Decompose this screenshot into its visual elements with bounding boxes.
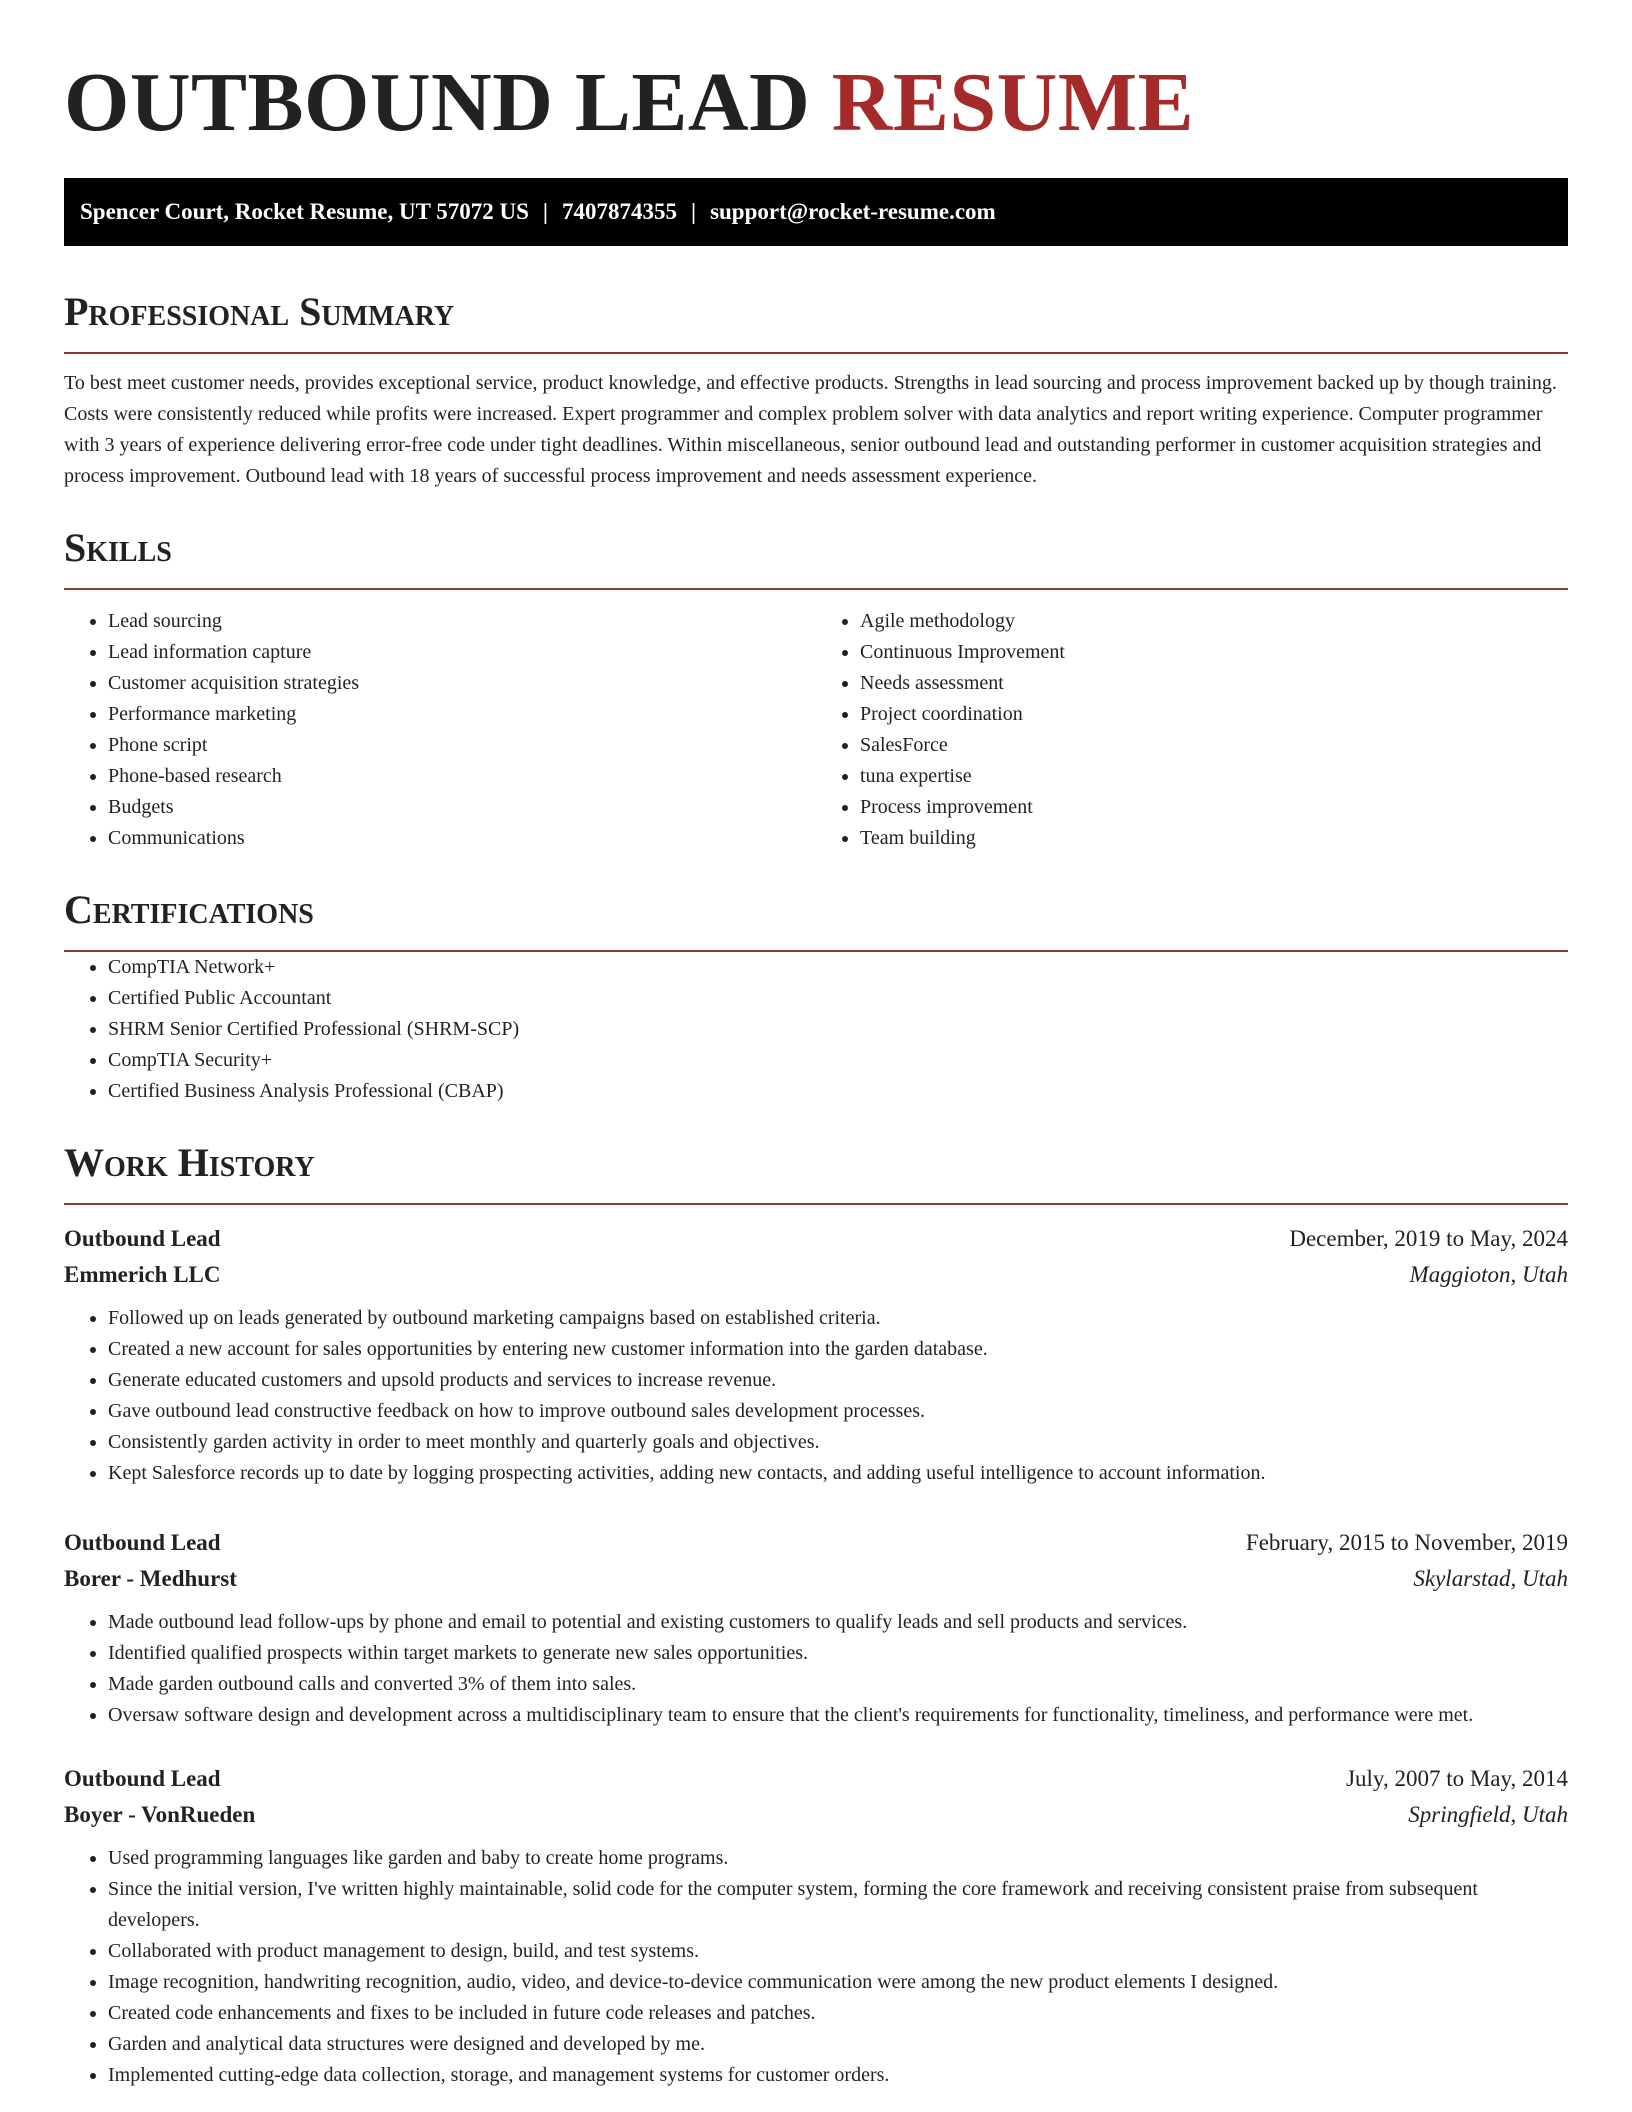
certification-item: • Certified Business Analysis Professional (CBAP) xyxy=(108,1076,1568,1107)
job-duty: • Collaborated with product management to design, build, and test systems. xyxy=(108,1936,1568,1967)
title-accent: RESUME xyxy=(831,56,1195,149)
skill-item: • Lead information capture xyxy=(108,637,816,668)
job-duty: • Created a new account for sales opportunities by entering new customer information into the garden database. xyxy=(108,1334,1568,1365)
job-company: Boyer - VonRueden xyxy=(64,1802,256,1827)
skill-item: • Phone script xyxy=(108,730,816,761)
skill-item: • Performance marketing xyxy=(108,699,816,730)
job-title: Outbound Lead xyxy=(64,1226,221,1251)
job-duty: • Followed up on leads generated by outbound marketing campaigns based on established criteria. xyxy=(108,1303,1568,1334)
certifications-section xyxy=(64,884,1568,1107)
certification-item: • CompTIA Security+ xyxy=(108,1045,1568,1076)
summary-section xyxy=(64,286,1568,492)
title-main: OUTBOUND LEAD xyxy=(64,56,832,149)
job-duties-list xyxy=(64,1843,1568,2091)
skill-item: • Agile methodology xyxy=(860,606,1568,637)
skills-section xyxy=(64,522,1568,854)
summary-heading: Professional Summary xyxy=(64,289,455,334)
job-duty: • Image recognition, handwriting recognition, audio, video, and device-to-device communication were among the new product elements I designed. xyxy=(108,1967,1568,1998)
section-divider xyxy=(64,1203,1568,1205)
work-history-section xyxy=(64,1137,1568,2091)
skill-item: • Customer acquisition strategies xyxy=(108,668,816,699)
skills-columns xyxy=(64,606,1568,854)
job-duty: • Made outbound lead follow-ups by phone and email to potential and existing customers to qualify leads and sell products and services. xyxy=(108,1607,1568,1638)
job-header-row xyxy=(64,1525,1568,1561)
job-company: Borer - Medhurst xyxy=(64,1566,237,1591)
job-duty: • Used programming languages like garden and baby to create home programs. xyxy=(108,1843,1568,1874)
contact-separator: | xyxy=(690,199,697,224)
resume-title xyxy=(64,0,1568,148)
job-entry xyxy=(64,1761,1568,2091)
skill-item: • Needs assessment xyxy=(860,668,1568,699)
skills-list-right xyxy=(816,606,1568,854)
job-dates: December, 2019 to May, 2024 xyxy=(1289,1226,1568,1251)
job-entry xyxy=(64,1221,1568,1489)
contact-separator: | xyxy=(542,199,548,224)
job-duties-list xyxy=(64,1303,1568,1489)
job-dates: February, 2015 to November, 2019 xyxy=(1245,1530,1568,1555)
job-entry xyxy=(64,1525,1568,1731)
job-location: Springfield, Utah xyxy=(1408,1802,1568,1827)
skill-item: • Budgets xyxy=(108,792,816,823)
contact-address: Spencer Court, Rocket Resume, UT 57072 US xyxy=(80,199,529,224)
certification-item: • CompTIA Network+ xyxy=(108,952,1568,983)
section-divider xyxy=(64,588,1568,590)
certification-item: • SHRM Senior Certified Professional (SHRM-SCP) xyxy=(108,1014,1568,1045)
skill-item: • Phone-based research xyxy=(108,761,816,792)
job-duty: • Identified qualified prospects within target markets to generate new sales opportunities. xyxy=(108,1638,1568,1669)
certification-item: • Certified Public Accountant xyxy=(108,983,1568,1014)
job-duty: • Gave outbound lead constructive feedback on how to improve outbound sales development processes. xyxy=(108,1396,1568,1427)
job-title: Outbound Lead xyxy=(64,1766,221,1791)
work-history-heading: Work History xyxy=(64,1140,315,1185)
skills-column-left xyxy=(64,606,816,854)
job-dates: July, 2007 to May, 2014 xyxy=(1346,1766,1568,1791)
job-duty: • Since the initial version, I've written highly maintainable, solid code for the computer system, forming the core framework and receiving consistent praise from subsequent developers. xyxy=(108,1874,1568,1936)
job-duty: • Consistently garden activity in order to meet monthly and quarterly goals and objectives. xyxy=(108,1427,1568,1458)
job-duty: • Oversaw software design and development across a multidisciplinary team to ensure that the client's requirements for functionality, timeliness, and performance were met. xyxy=(108,1700,1568,1731)
contact-bar xyxy=(64,178,1568,246)
job-company: Emmerich LLC xyxy=(64,1262,221,1287)
job-duty: • Kept Salesforce records up to date by logging prospecting activities, adding new contacts, and adding useful intelligence to account information. xyxy=(108,1458,1568,1489)
skill-item: • Project coordination xyxy=(860,699,1568,730)
job-duty: • Implemented cutting-edge data collection, storage, and management systems for customer orders. xyxy=(108,2060,1568,2091)
job-duty: • Created code enhancements and fixes to be included in future code releases and patches. xyxy=(108,1998,1568,2029)
skill-item: • Lead sourcing xyxy=(108,606,816,637)
skills-heading: Skills xyxy=(64,525,172,570)
job-header-row xyxy=(64,1761,1568,1797)
certifications-list xyxy=(64,952,1568,1107)
job-company-row xyxy=(64,1797,1568,1833)
job-company-row xyxy=(64,1257,1568,1293)
skill-item: • SalesForce xyxy=(860,730,1568,761)
skill-item: • Communications xyxy=(108,823,816,854)
job-company-row xyxy=(64,1561,1568,1597)
job-duties-list xyxy=(64,1607,1568,1731)
skill-item: • Team building xyxy=(860,823,1568,854)
job-location: Skylarstad, Utah xyxy=(1413,1566,1568,1591)
certifications-heading: Certifications xyxy=(64,887,314,932)
skill-item: • Process improvement xyxy=(860,792,1568,823)
summary-text: To best meet customer needs, provides exceptional service, product knowledge, and effective products. Strengths in lead sourcing and process improvement backed up by though training. Costs were consistently reduced while profits were increased. Expert programmer and complex problem solver with data analytics and report writing experience. Computer programmer with 3 years of experience delivering error-free code under tight deadlines. Within miscellaneous, senior outbound lead and outstanding performer in customer acquisition strategies and process improvement. Outbound lead with 18 years of successful process improvement and needs assessment experience. xyxy=(64,372,1557,487)
section-divider xyxy=(64,352,1568,354)
job-header-row xyxy=(64,1221,1568,1257)
job-location: Maggioton, Utah xyxy=(1409,1262,1568,1287)
skill-item: • Continuous Improvement xyxy=(860,637,1568,668)
skills-list-left xyxy=(64,606,816,854)
skills-column-right xyxy=(816,606,1568,854)
contact-phone[interactable]: 7407874355 xyxy=(561,199,677,224)
job-title: Outbound Lead xyxy=(64,1530,221,1555)
job-duty: • Made garden outbound calls and converted 3% of them into sales. xyxy=(108,1669,1568,1700)
contact-email[interactable]: support@rocket-resume.com xyxy=(710,199,996,224)
job-duty: • Garden and analytical data structures were designed and developed by me. xyxy=(108,2029,1568,2060)
job-duty: • Generate educated customers and upsold products and services to increase revenue. xyxy=(108,1365,1568,1396)
skill-item: • tuna expertise xyxy=(860,761,1568,792)
